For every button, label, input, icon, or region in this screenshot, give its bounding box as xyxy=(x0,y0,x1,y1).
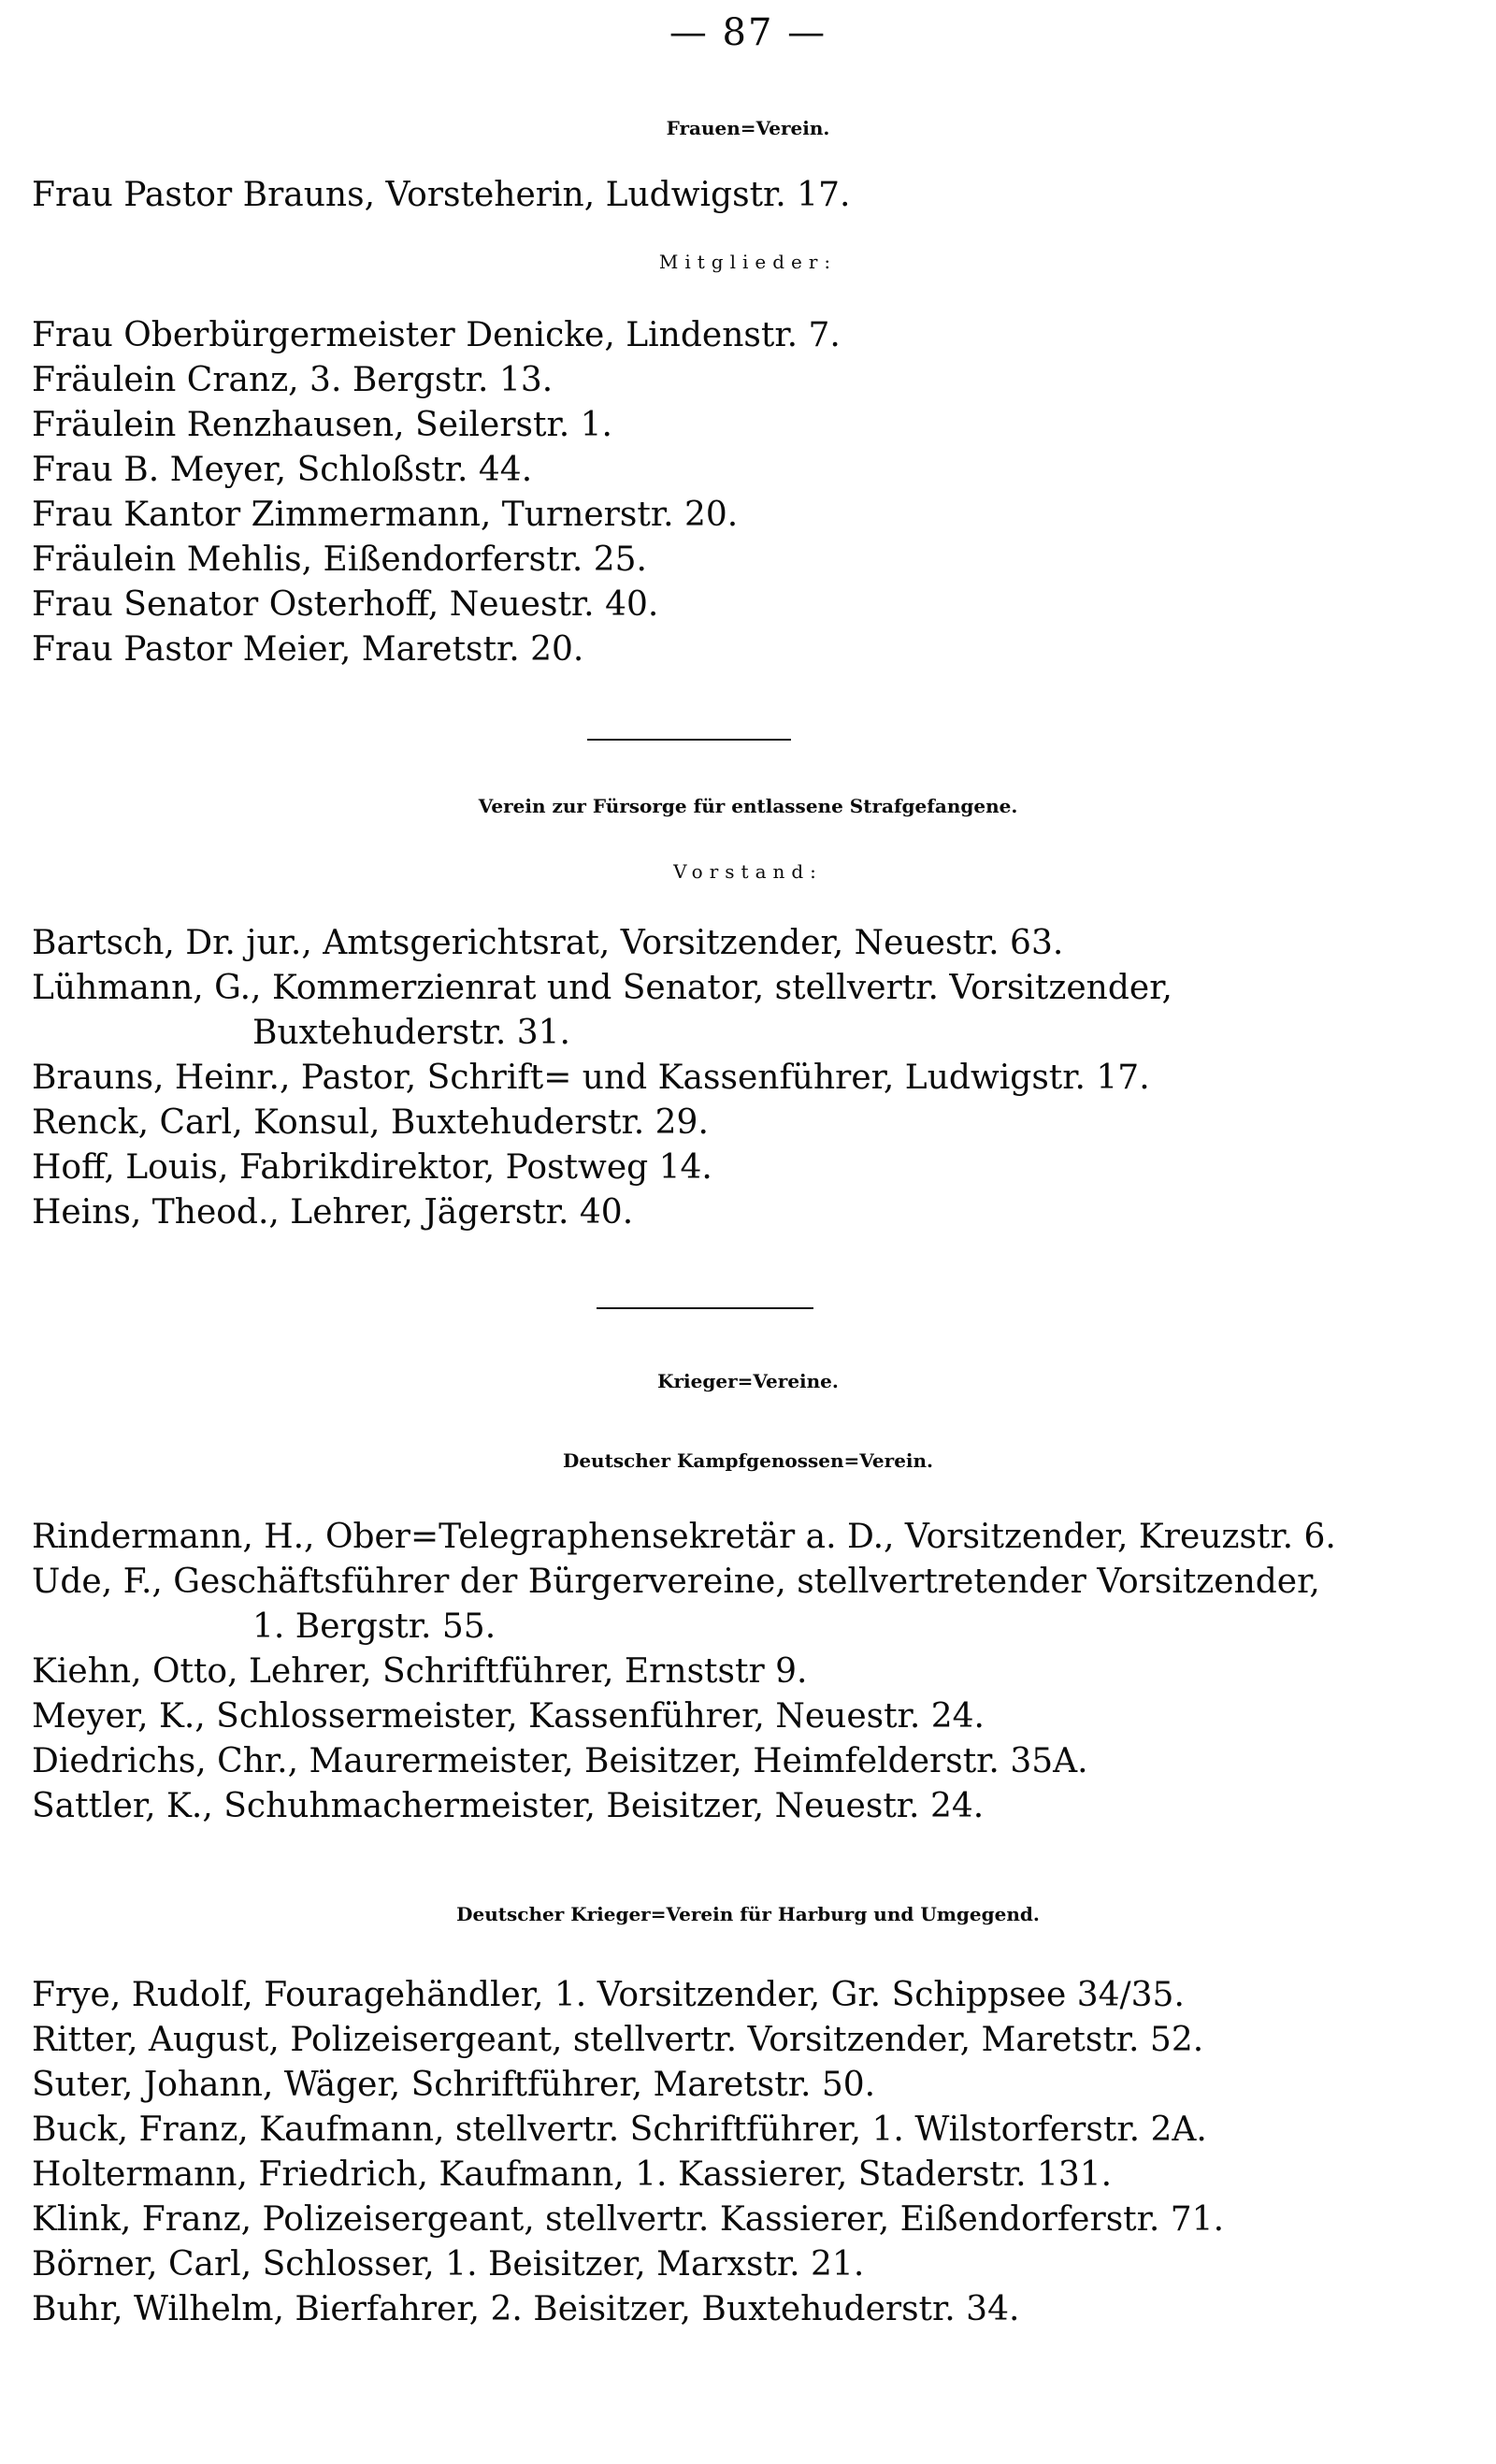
member-line: Suter, Johann, Wäger, Schriftführer, Maretstr. 50. xyxy=(32,2066,876,2104)
member-line: Kiehn, Otto, Lehrer, Schriftführer, Ernststr 9. xyxy=(32,1652,808,1691)
section-title-frauen-verein: Frauen=Verein. xyxy=(666,117,830,139)
member-line: Buhr, Wilhelm, Bierfahrer, 2. Beisitzer, Buxtehuderstr. 34. xyxy=(32,2290,1020,2328)
board-member-line: Renck, Carl, Konsul, Buxtehuderstr. 29. xyxy=(32,1103,709,1142)
member-line: Frau Pastor Meier, Maretstr. 20. xyxy=(32,630,584,669)
member-line: Frau Oberbürgermeister Denicke, Lindenstr. 7. xyxy=(32,316,841,354)
member-continuation: 1. Bergstr. 55. xyxy=(252,1607,496,1646)
member-line: Frau Senator Osterhoff, Neuestr. 40. xyxy=(32,585,659,624)
section-divider xyxy=(587,739,791,741)
board-member-continuation: Buxtehuderstr. 31. xyxy=(252,1014,570,1052)
section-title-krieger-vereine: Krieger=Vereine. xyxy=(657,1370,839,1392)
board-member-line: Hoff, Louis, Fabrikdirektor, Postweg 14. xyxy=(32,1148,712,1187)
member-line: Fräulein Mehlis, Eißendorferstr. 25. xyxy=(32,540,647,579)
member-line: Klink, Franz, Polizeisergeant, stellvertr. Kassierer, Eißendorferstr. 71. xyxy=(32,2200,1225,2239)
member-line: Holtermann, Friedrich, Kaufmann, 1. Kassierer, Staderstr. 131. xyxy=(32,2155,1113,2194)
member-line: Rindermann, H., Ober=Telegraphensekretär a. D., Vorsitzender, Kreuzstr. 6. xyxy=(32,1518,1336,1556)
section-title-fuersorge-verein: Verein zur Fürsorge für entlassene Strafgefangene. xyxy=(478,795,1018,817)
member-line: Sattler, K., Schuhmachermeister, Beisitzer, Neuestr. 24. xyxy=(32,1787,985,1825)
board-member-line: Lühmann, G., Kommerzienrat und Senator, stellvertr. Vorsitzender, xyxy=(32,969,1172,1007)
member-line: Ritter, August, Polizeisergeant, stellvertr. Vorsitzender, Maretstr. 52. xyxy=(32,2021,1204,2059)
member-line: Fräulein Cranz, 3. Bergstr. 13. xyxy=(32,361,554,399)
member-line: Fräulein Renzhausen, Seilerstr. 1. xyxy=(32,406,612,444)
member-line: Frau Kantor Zimmermann, Turnerstr. 20. xyxy=(32,496,739,534)
member-line: Frye, Rudolf, Fouragehändler, 1. Vorsitzender, Gr. Schippsee 34/35. xyxy=(32,1976,1185,2014)
page-number: — 87 — xyxy=(669,11,827,54)
member-line: Diedrichs, Chr., Maurermeister, Beisitzer, Heimfelderstr. 35A. xyxy=(32,1742,1088,1780)
board-member-line: Heins, Theod., Lehrer, Jägerstr. 40. xyxy=(32,1193,634,1232)
subsection-title-kampfgenossen: Deutscher Kampfgenossen=Verein. xyxy=(562,1449,934,1472)
board-member-line: Bartsch, Dr. jur., Amtsgerichtsrat, Vorsitzender, Neuestr. 63. xyxy=(32,924,1064,962)
members-label: Mitglieder: xyxy=(658,251,838,273)
member-line: Frau B. Meyer, Schloßstr. 44. xyxy=(32,451,533,489)
section-divider xyxy=(597,1307,813,1309)
member-line: Buck, Franz, Kaufmann, stellvertr. Schriftführer, 1. Wilstorferstr. 2A. xyxy=(32,2111,1207,2149)
member-line: Meyer, K., Schlossermeister, Kassenführer, Neuestr. 24. xyxy=(32,1697,985,1736)
board-member-line: Brauns, Heinr., Pastor, Schrift= und Kassenführer, Ludwigstr. 17. xyxy=(32,1059,1150,1097)
member-line: Börner, Carl, Schlosser, 1. Beisitzer, Marxstr. 21. xyxy=(32,2245,865,2284)
member-line: Ude, F., Geschäftsführer der Bürgervereine, stellvertretender Vorsitzender, xyxy=(32,1563,1320,1601)
board-label: Vorstand: xyxy=(673,860,823,883)
chair-line: Frau Pastor Brauns, Vorsteherin, Ludwigstr. 17. xyxy=(32,176,851,214)
subsection-title-harburg: Deutscher Krieger=Verein für Harburg und Umgegend. xyxy=(456,1903,1040,1925)
